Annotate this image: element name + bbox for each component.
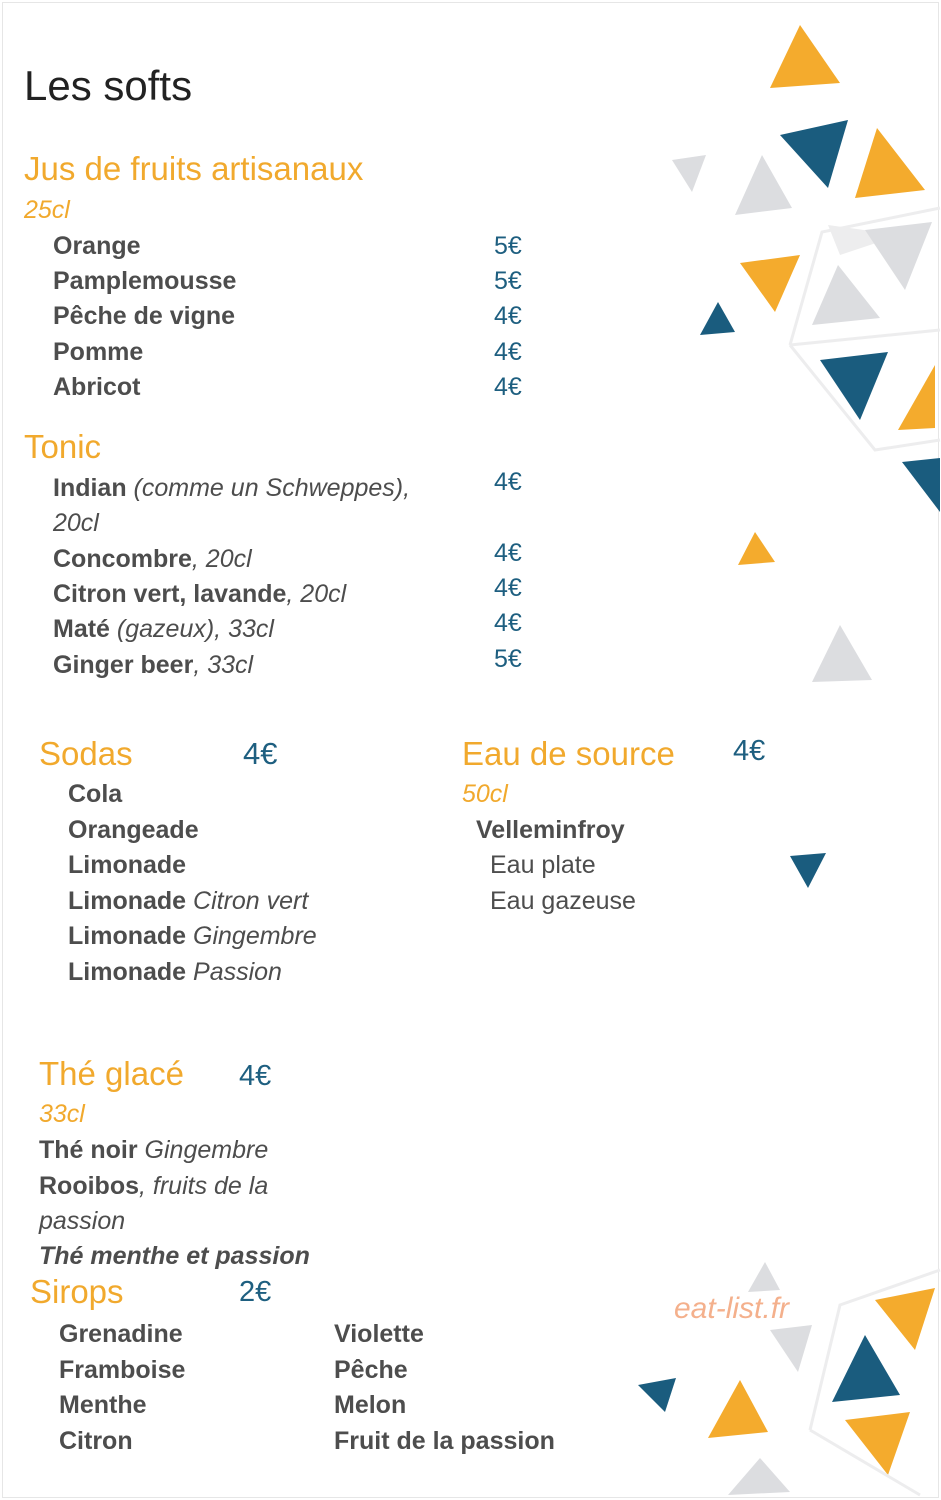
triangle-deco (902, 458, 940, 512)
menu-item-name: Orange (53, 232, 141, 260)
triangle-deco (638, 1378, 676, 1412)
section-volume-eau: 50cl (462, 780, 508, 808)
triangle-deco (790, 330, 940, 345)
section-title-sirops: Sirops (30, 1273, 124, 1310)
triangle-deco (672, 155, 706, 192)
section-price-the: 4€ (239, 1060, 272, 1092)
triangle-deco (780, 120, 848, 188)
section-title-tonic: Tonic (24, 428, 102, 465)
menu-item-note: , fruits de la (139, 1172, 269, 1200)
menu-item-note: (gazeux), 33cl (109, 615, 274, 643)
menu-item-name: Grenadine (59, 1320, 183, 1348)
triangle-deco (875, 1288, 935, 1350)
menu-item-price: 5€ (494, 645, 522, 673)
menu-item-price: 4€ (494, 468, 522, 496)
menu-item-name: Concombre, 20cl (53, 545, 252, 573)
menu-item-note: , 20cl (191, 545, 252, 573)
triangle-deco (735, 155, 792, 215)
menu-item-name: Pêche de vigne (53, 302, 236, 330)
menu-item-price: 4€ (494, 574, 522, 602)
menu-item-price: 4€ (494, 539, 522, 567)
section-title-the: Thé glacé (39, 1055, 184, 1092)
menu-item-name: Abricot (53, 373, 141, 401)
triangle-deco (708, 1380, 768, 1438)
section-title-sodas: Sodas (39, 735, 133, 772)
triangle-deco (812, 625, 872, 682)
menu-item-name: Cola (68, 780, 123, 808)
menu-item-name: Limonade Gingembre (68, 922, 317, 950)
menu-item-name: Violette (334, 1320, 424, 1348)
menu-item-note: , 33cl (193, 651, 254, 679)
brand-name: Velleminfroy (476, 816, 625, 844)
menu-item-name: Limonade Passion (68, 958, 282, 986)
menu-item-name: Limonade (68, 851, 187, 879)
menu-item-name: Rooibos, fruits de la (39, 1172, 269, 1200)
menu-item-note: Citron vert (186, 887, 309, 915)
triangle-deco (700, 302, 735, 335)
watermark-text: eat-list.fr (674, 1292, 790, 1325)
menu-item-name: Framboise (59, 1356, 186, 1384)
section-title-jus: Jus de fruits artisanaux (24, 150, 364, 187)
triangle-deco (790, 853, 826, 888)
triangle-deco (845, 1412, 910, 1475)
menu-item-name: Eau gazeuse (490, 887, 636, 915)
menu-item-name: Citron vert, lavande, 20cl (53, 580, 347, 608)
triangle-deco (748, 1262, 780, 1292)
menu-item-note: Passion (186, 958, 282, 986)
menu-item-note: (comme un Schweppes), (126, 474, 411, 502)
section-price-sirops: 2€ (239, 1276, 272, 1308)
menu-item-name: Thé menthe et passion (39, 1242, 310, 1270)
triangle-deco (855, 128, 925, 198)
triangle-deco (832, 1335, 900, 1402)
triangle-deco (740, 255, 800, 312)
menu-item-name: Thé noir Gingembre (39, 1136, 269, 1164)
triangle-deco (898, 365, 935, 430)
triangle-deco (812, 265, 880, 325)
menu-item-name (39, 1207, 125, 1236)
menu-item-name: Limonade Citron vert (68, 887, 309, 915)
menu-item-price: 4€ (494, 373, 522, 401)
menu-item-name: Ginger beer, 33cl (53, 651, 254, 679)
triangle-deco (770, 1325, 812, 1372)
section-volume-the: 33cl (39, 1100, 85, 1128)
section-title-eau: Eau de source (462, 735, 675, 772)
triangle-deco (770, 25, 840, 88)
menu-item-price: 4€ (494, 609, 522, 637)
menu-item-note: Gingembre (186, 922, 317, 950)
menu-item-note: passion (39, 1207, 126, 1235)
triangle-deco (728, 1458, 790, 1495)
section-price-eau: 4€ (733, 735, 766, 767)
triangle-deco (820, 352, 888, 420)
menu-item-name: Fruit de la passion (334, 1427, 555, 1455)
page-title: Les softs (24, 62, 193, 109)
section-price-sodas: 4€ (243, 736, 278, 771)
menu-item-name: Maté (gazeux), 33cl (53, 615, 274, 643)
section-volume-jus: 25cl (24, 196, 70, 224)
menu-item-name: Melon (334, 1391, 407, 1419)
menu-item-note: 20cl (53, 509, 99, 537)
menu-item-price: 5€ (494, 267, 522, 295)
menu-item-price: 4€ (494, 338, 522, 366)
menu-item-name: Citron (59, 1427, 133, 1455)
menu-item-name: Pomme (53, 338, 144, 366)
triangle-deco (865, 222, 932, 290)
menu-item-name: Pêche (334, 1356, 408, 1384)
menu-item-name (53, 509, 99, 538)
menu-item-price: 4€ (494, 302, 522, 330)
menu-item-name: Pamplemousse (53, 267, 237, 295)
menu-item-name: Eau plate (490, 851, 596, 879)
menu-item-note: Gingembre (137, 1136, 269, 1164)
menu-item-price: 5€ (494, 232, 522, 260)
menu-item-name: Menthe (59, 1391, 147, 1419)
menu-item-name: Orangeade (68, 816, 199, 844)
triangle-deco (738, 532, 775, 565)
menu-item-note: , 20cl (286, 580, 347, 608)
menu-item-name: Indian (comme un Schweppes), (53, 474, 411, 502)
